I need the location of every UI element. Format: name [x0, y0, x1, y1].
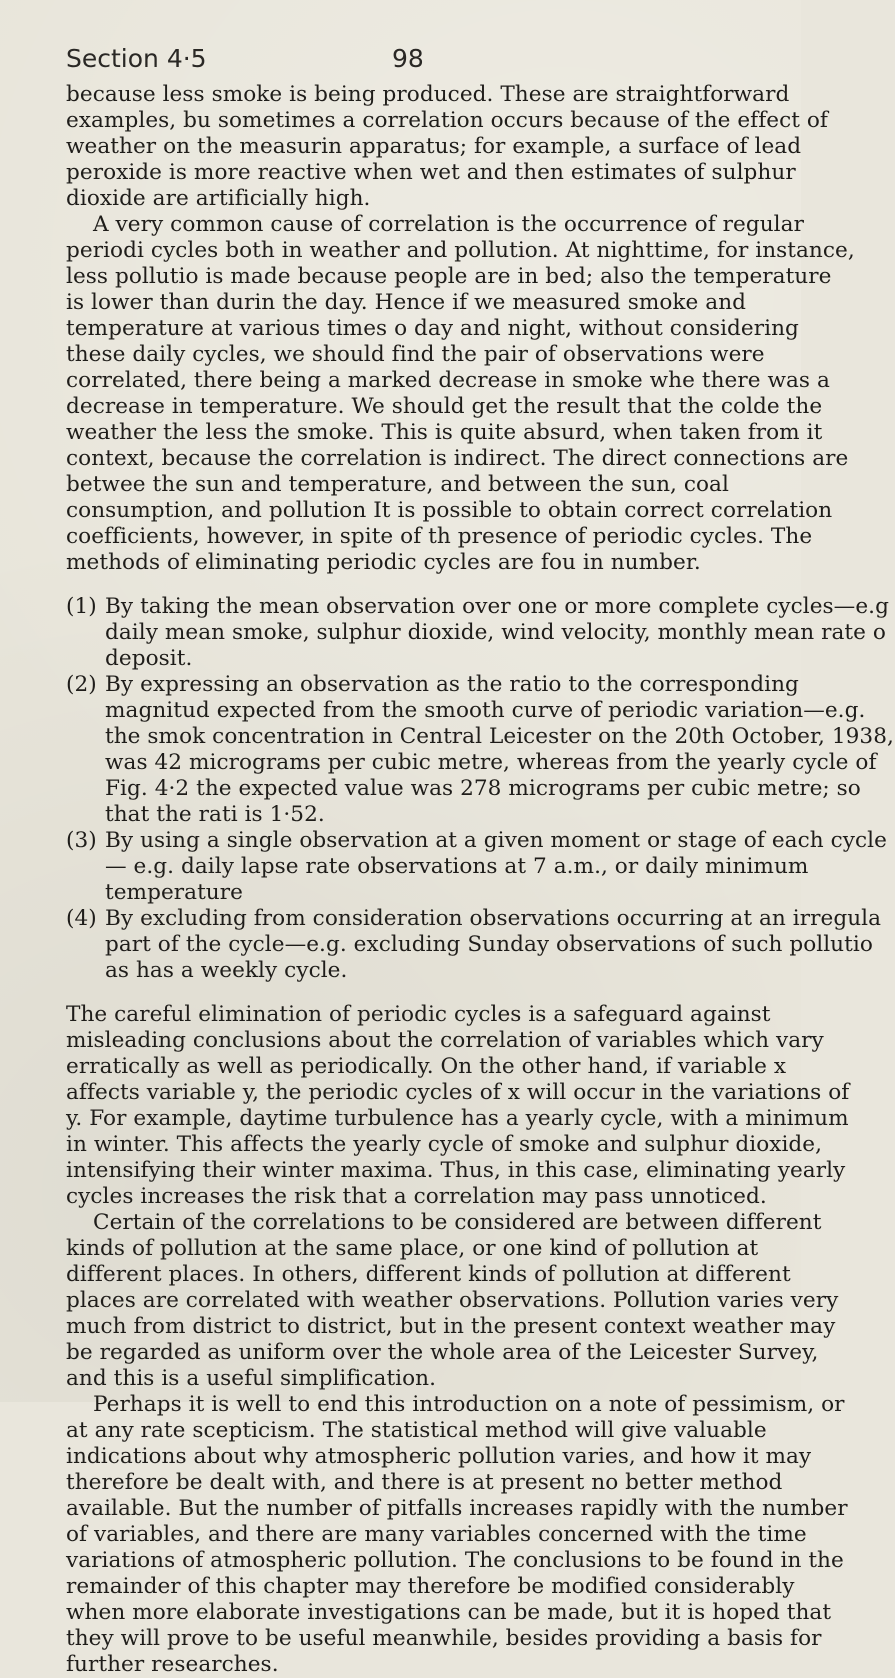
paragraph: Perhaps it is well to end this introduction on a note of pessimism, or at any rate scepticism. The statistical method will give valuable indications about why atmospheric pollution varies, and how it may therefore be dealt with, and there is at present no better method available. But the number of pitfalls increases rapidly with the number of variables, and there are many variables concerned with the time variations of atmospheric pollution. The conclusions to be found in the remainder of this chapter may therefore be modified considerably when more elaborate investigations can be made, but it is hoped that they will prove to be useful meanwhile, besides providing a basis for further researches. [66, 1392, 848, 1677]
page-number: 98 [392, 44, 424, 73]
list-item [66, 672, 895, 828]
list-item-text: By excluding from consideration observations occurring at an irregula part of the cycle—e.g. excluding Sunday observations of such pollutio as has a weekly cycle. [105, 906, 882, 983]
list-item-number: (3) [66, 828, 97, 853]
list-item [66, 594, 895, 672]
list-item-number: (2) [66, 672, 97, 697]
list-item-text: By expressing an observation as the ratio to the corresponding magnitud expected from the smooth curve of periodic variation—e.g. the smok concentration in Central Leicester on the 20th October, 1938, was 42 micrograms per cubic metre, whereas from the yearly cycle of Fig. 4·2 the expected value was 278 micrograms per cubic metre; so that the rati is 1·52. [105, 672, 894, 827]
list-item [66, 906, 895, 984]
body-text [66, 82, 894, 1678]
list-item-text: By taking the mean observation over one or more complete cycles—e.g daily mean smoke, sulphur dioxide, wind velocity, monthly mean rate o deposit. [105, 594, 889, 671]
paragraph: Certain of the correlations to be considered are between different kinds of pollution at the same place, or one kind of pollution at different places. In others, different kinds of pollution at different places are correlated with weather observations. Pollution varies very much from district to district, but in the present context weather may be regarded as uniform over the whole area of the Leicester Survey, and this is a useful simplification. [66, 1210, 839, 1391]
section-label: Section 4·5 [66, 44, 207, 73]
method-list [66, 594, 894, 984]
list-item-number: (1) [66, 594, 97, 619]
list-item-text: By using a single observation at a given moment or stage of each cycle— e.g. daily lapse rate observations at 7 a.m., or daily minimum temperature [105, 828, 887, 905]
paragraph: The careful elimination of periodic cycles is a safeguard against misleading conclusions about the correlation of variables which vary erratically as well as periodically. On the other hand, if variable x affects variable y, the periodic cycles of x will occur in the variations of y. For example, daytime turbulence has a yearly cycle, with a minimum in winter. This affects the yearly cycle of smoke and sulphur dioxide, intensifying their winter maxima. Thus, in this case, eliminating yearly cycles increases the risk that a correlation may pass unnoticed. [66, 1002, 850, 1209]
paragraph: A very common cause of correlation is the occurrence of regular periodi cycles both in weather and pollution. At nighttime, for instance, less pollutio is made because people are in bed; also the temperature is lower than durin the day. Hence if we measured smoke and temperature at various times o day and night, without considering these daily cycles, we should find the pair of observations were correlated, there being a marked decrease in smoke whe there was a decrease in temperature. We should get the result that the colde the weather the less the smoke. This is quite absurd, when taken from it context, because the correlation is indirect. The direct connections are betwee the sun and temperature, and between the sun, coal consumption, and pollution It is possible to obtain correct correlation coefficients, however, in spite of th presence of periodic cycles. The methods of eliminating periodic cycles are fou in number. [66, 212, 855, 575]
page-header [66, 44, 801, 76]
list-item-number: (4) [66, 906, 97, 931]
paragraph: because less smoke is being produced. These are straightforward examples, bu sometimes a correlation occurs because of the effect of weather on the measurin apparatus; for example, a surface of lead peroxide is more reactive when wet and then estimates of sulphur dioxide are artificially high. [66, 82, 828, 211]
list-item [66, 828, 895, 906]
